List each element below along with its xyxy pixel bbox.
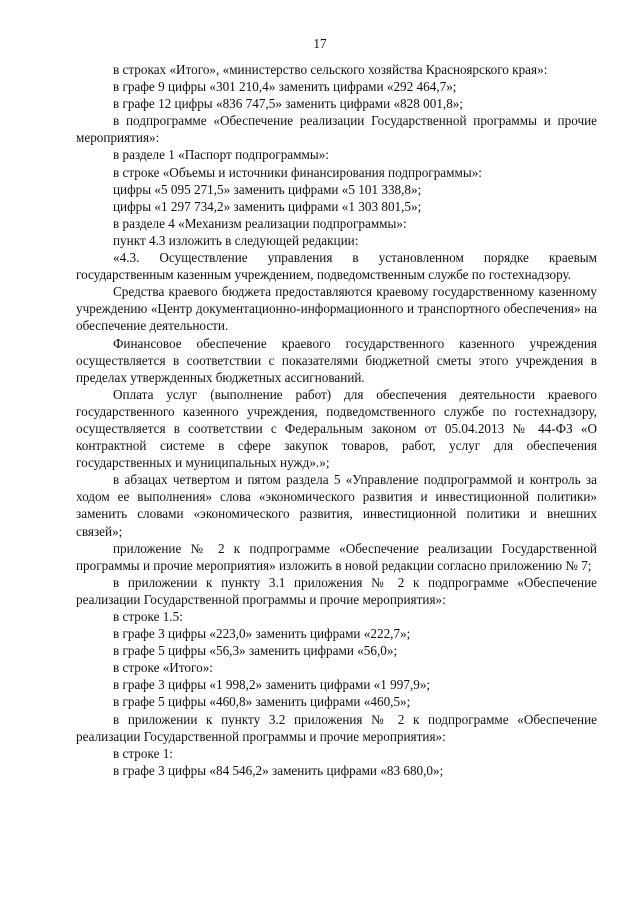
paragraph: приложение № 2 к подпрограмме «Обеспечение реализации Государственной программы и прочие мероприятия» изложить в новой редакции согласно приложению № 7; xyxy=(76,540,597,573)
paragraph: в графе 12 цифры «836 747,5» заменить цифрами «828 001,8»; xyxy=(113,96,464,112)
paragraph: в графе 5 цифры «460,8» заменить цифрами «460,5»; xyxy=(113,694,411,710)
paragraph: в строке «Объемы и источники финансирования подпрограммы»: xyxy=(113,164,482,180)
paragraph: в разделе 1 «Паспорт подпрограммы»: xyxy=(113,147,329,163)
paragraph: цифры «5 095 271,5» заменить цифрами «5 101 338,8»; xyxy=(113,181,422,197)
paragraph: в приложении к пункту 3.2 приложения № 2 к подпрограмме «Обеспечение реализации Государственной программы и прочие мероприятия»: xyxy=(76,711,597,744)
paragraph: в графе 3 цифры «84 546,2» заменить цифрами «83 680,0»; xyxy=(113,762,444,778)
paragraph: в абзацах четвертом и пятом раздела 5 «Управление подпрограммой и контроль за ходом ее выполнения» слова «экономического развития и инвестиционной политики» заменить словами «экономического развития, инвестиционной политики и внешних связей»; xyxy=(76,472,597,539)
paragraph: в подпрограмме «Обеспечение реализации Государственной программы и прочие мероприятия»: xyxy=(76,113,597,146)
paragraph: в графе 9 цифры «301 210,4» заменить цифрами «292 464,7»; xyxy=(113,79,457,95)
paragraph: в строке «Итого»: xyxy=(113,660,213,676)
paragraph: в строке 1: xyxy=(113,745,173,761)
paragraph: в графе 3 цифры «1 998,2» заменить цифрами «1 997,9»; xyxy=(113,677,431,693)
paragraph: в строках «Итого», «министерство сельского хозяйства Красноярского края»: xyxy=(113,62,548,77)
paragraph: «4.3. Осуществление управления в установленном порядке краевым государственным казенным учреждением, подведомственным службе по гостехнадзору. xyxy=(76,250,597,283)
paragraph: Финансовое обеспечение краевого государственного казенного учреждения осуществляется в соответствии с показателями бюджетной сметы этого учреждения в пределах утвержденных бюджетных ассигнований. xyxy=(76,335,597,385)
paragraph: в строке 1.5: xyxy=(113,609,183,624)
paragraph: в разделе 4 «Механизм реализации подпрограммы»: xyxy=(113,215,407,231)
page-number: 17 xyxy=(313,36,327,51)
paragraph: цифры «1 297 734,2» заменить цифрами «1 303 801,5»; xyxy=(113,198,422,214)
paragraph: в приложении к пункту 3.1 приложения № 2 к подпрограмме «Обеспечение реализации Государственной программы и прочие мероприятия»: xyxy=(76,574,597,607)
paragraph: в графе 5 цифры «56,3» заменить цифрами «56,0»; xyxy=(113,643,398,659)
paragraph: Средства краевого бюджета предоставляются краевому государственному казенному учреждению «Центр документационно-информационного и транспортного обеспечения» на обеспечение деятельности. xyxy=(76,284,597,334)
paragraph: в графе 3 цифры «223,0» заменить цифрами «222,7»; xyxy=(113,626,411,642)
document-body xyxy=(76,61,597,779)
paragraph: пункт 4.3 изложить в следующей редакции: xyxy=(113,232,359,248)
paragraph: Оплата услуг (выполнение работ) для обеспечения деятельности краевого государственного казенного учреждения, подведомственного службе по гостехнадзору, осуществляется в соответствии с Федеральным законом от 05.04.2013 № 44-ФЗ «О контрактной системе в сфере закупок товаров, работ, услуг для обеспечения государственных и муниципальных нужд».»; xyxy=(76,386,597,471)
